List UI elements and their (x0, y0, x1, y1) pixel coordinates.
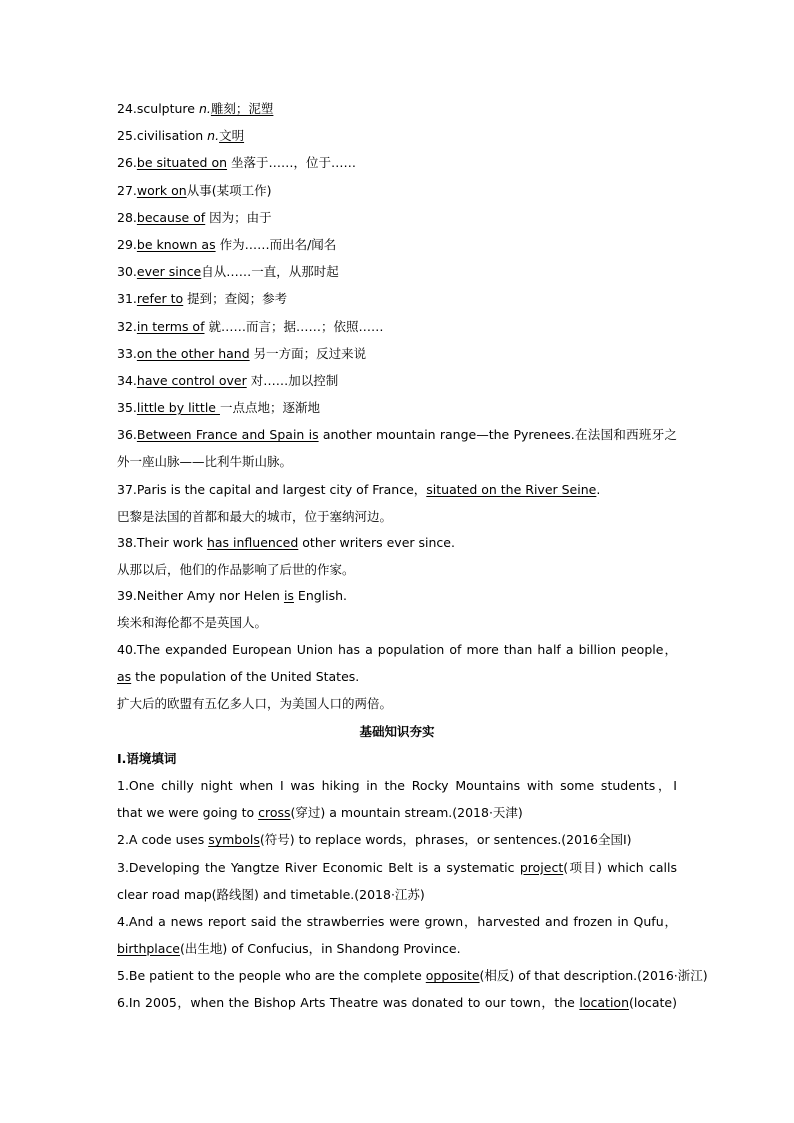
vocab-num: 26. (117, 155, 137, 171)
vocab-item (117, 177, 677, 204)
sentence-37: 37.Paris is the capital and largest city of France，situated on the River Seine. (117, 481, 601, 497)
exercise-5: 5.Be patient to the people who are the complete opposite(相反) of that description.(2016·浙江) (117, 968, 708, 984)
vocab-meaning: 对……加以控制 (246, 372, 339, 388)
vocab-word: have control over (136, 372, 247, 388)
underlined-phrase: situated on the River Seine (426, 481, 597, 497)
answer-blank: birthplace (117, 941, 181, 957)
vocab-num: 24. (117, 101, 137, 116)
vocab-pos: n. (207, 128, 220, 144)
vocab-word: be known as (136, 236, 216, 252)
vocab-word: because of (136, 209, 206, 225)
sentence-36-line-1: 36.Between France and Spain is another mountain range—the Pyrenees.在法国和西班牙之 (117, 427, 677, 443)
vocab-meaning: 坐落于……，位于…… (227, 155, 357, 171)
sentence-40-translation: 扩大后的欧盟有五亿多人口，为美国人口的两倍。 (117, 696, 393, 712)
sentence-38: 38.Their work has influenced other writers ever since. (117, 535, 455, 550)
section-title: 基础知识夯实 (359, 723, 435, 739)
exercise-2: 2.A code uses symbols(符号) to replace words，phrases，or sentences.(2016全国Ⅰ) (117, 832, 632, 848)
vocab-item (117, 394, 677, 421)
vocab-item (117, 285, 677, 312)
sentence-37-translation: 巴黎是法国的首都和最大的城市，位于塞纳河边。 (117, 508, 393, 524)
vocab-num: 29. (117, 236, 137, 252)
answer-blank: project (519, 859, 564, 875)
sentence-40-line-2: as the population of the United States. (117, 669, 360, 685)
vocab-num: 28. (117, 209, 137, 225)
exercise-6-line-1: 6.In 2005，when the Bishop Arts Theatre was donated to our town，the location(locate) (117, 995, 677, 1011)
sentence-39-translation: 埃米和海伦都不是英国人。 (117, 614, 268, 630)
vocab-meaning: 一点点地；逐渐地 (219, 400, 320, 416)
sentence-36-line-2: 外一座山脉——比利牛斯山脉。 (117, 454, 293, 470)
vocab-num: 35. (117, 400, 137, 416)
answer-blank: location (579, 995, 629, 1011)
underlined-phrase: has influenced (206, 535, 299, 550)
vocab-word: refer to (136, 291, 184, 307)
vocab-word: little by little (136, 400, 220, 416)
vocab-item (117, 204, 677, 231)
vocab-meaning: 雕刻；泥塑 (210, 101, 274, 116)
exercise-3-line-2: clear road map(路线图) and timetable.(2018·江苏) (117, 886, 425, 902)
underlined-phrase: as (117, 669, 132, 685)
vocab-item (117, 367, 677, 394)
vocab-item (117, 340, 677, 367)
vocab-item (117, 313, 677, 340)
vocab-num: 27. (117, 182, 137, 198)
vocab-word: be situated on (136, 155, 228, 171)
exercise-3-line-1: 3.Developing the Yangtze River Economic Belt is a systematic project(项目) which calls (117, 859, 677, 875)
vocab-item (117, 231, 677, 258)
vocab-word: work on (136, 182, 187, 198)
vocab-pre: civilisation (136, 128, 208, 144)
vocab-meaning: 文明 (219, 128, 245, 144)
sentence-39: 39.Neither Amy nor Helen is English. (117, 588, 348, 603)
vocab-meaning: 因为；由于 (205, 209, 272, 225)
vocab-word: on the other hand (136, 345, 250, 361)
vocab-num: 30. (117, 264, 137, 280)
vocab-meaning: 就……而言；据……；依照…… (204, 318, 384, 334)
answer-blank: cross (258, 805, 291, 821)
vocab-meaning: 自从……一直，从那时起 (201, 264, 339, 280)
vocab-item (117, 122, 677, 149)
vocab-num: 33. (117, 345, 137, 361)
vocab-word: in terms of (136, 318, 205, 334)
answer-blank: symbols (208, 832, 260, 848)
underlined-phrase: is (283, 588, 294, 603)
vocab-meaning: 从事(某项工作) (186, 182, 272, 198)
vocab-num: 34. (117, 372, 137, 388)
document-page (117, 95, 708, 1017)
vocab-meaning: 另一方面；反过来说 (249, 345, 367, 361)
exercise-4-line-1: 4.And a news report said the strawberries were grown，harvested and frozen in Qufu， (117, 913, 677, 929)
vocab-word: ever since (136, 264, 202, 280)
sentence-38-translation: 从那以后，他们的作品影响了后世的作家。 (117, 561, 355, 577)
vocab-item (117, 149, 677, 176)
subsection-title: Ⅰ.语境填词 (117, 750, 177, 766)
vocab-item (117, 258, 677, 285)
exercise-4-line-2: birthplace(出生地) of Confucius，in Shandong Province. (117, 941, 461, 957)
underlined-phrase: Between France and Spain is (136, 427, 319, 443)
vocab-pos: n. (198, 101, 211, 116)
vocab-meaning: 作为……而出名/闻名 (215, 236, 337, 252)
vocab-item (117, 95, 677, 122)
answer-blank: opposite (425, 968, 480, 984)
vocab-num: 25. (117, 128, 137, 144)
vocab-list (117, 95, 677, 421)
exercise-1-line-1: 1.One chilly night when I was hiking in the Rocky Mountains with some students，I (117, 777, 677, 793)
vocab-num: 31. (117, 291, 137, 307)
vocab-pre: sculpture (136, 101, 199, 116)
exercise-1-line-2: that we were going to cross(穿过) a mountain stream.(2018·天津) (117, 805, 523, 821)
vocab-num: 32. (117, 318, 137, 334)
vocab-meaning: 提到；查阅；参考 (183, 291, 288, 307)
sentence-40-line-1: 40.The expanded European Union has a population of more than half a billion people， (117, 642, 677, 657)
